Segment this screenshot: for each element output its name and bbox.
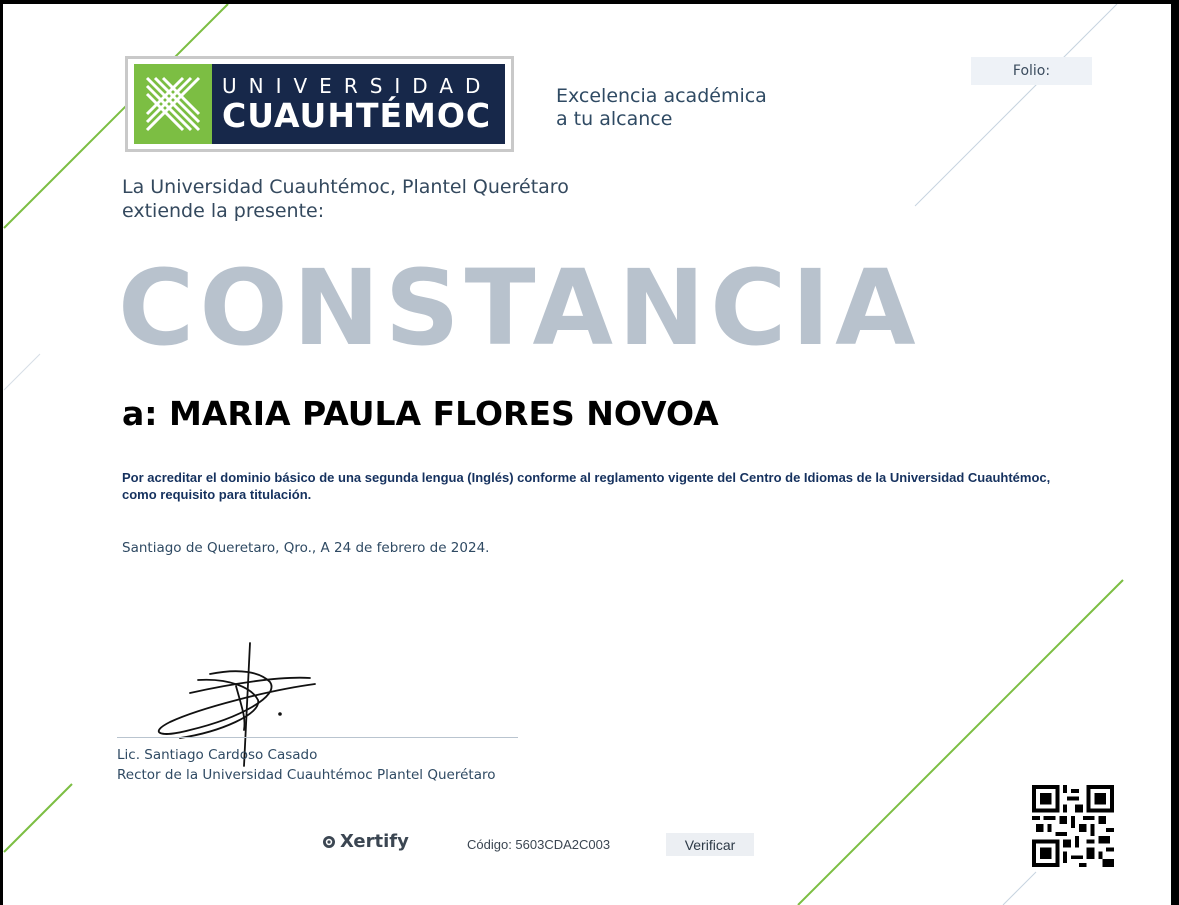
logo-text-universidad: UNIVERSIDAD (222, 74, 493, 98)
qr-code-icon[interactable] (1032, 785, 1114, 867)
tagline-line-1: Excelencia académica (556, 85, 767, 107)
verification-code: Código: 5603CDA2C003 (467, 837, 611, 852)
tagline (556, 85, 767, 131)
xertify-logo-icon (322, 835, 336, 849)
university-emblem-icon (134, 64, 212, 144)
recipient-name: a: MARIA PAULA FLORES NOVOA (122, 394, 719, 433)
folio-label: Folio: (971, 57, 1092, 85)
signer-position: Rector de la Universidad Cuauhtémoc Plantel Querétaro (117, 767, 496, 783)
signature-line (117, 737, 518, 738)
logo-text-cuauhtemoc: CUAUHTÉMOC (222, 96, 492, 135)
certificate-reason: Por acreditar el dominio básico de una segunda lengua (Inglés) conforme al reglamento vigente del Centro de Idiomas de la Universidad Cuauhtémoc, como requisito para titulación. (122, 470, 1051, 502)
xertify-brand (322, 831, 409, 852)
top-border (0, 0, 1171, 4)
verify-button[interactable]: Verificar (666, 833, 754, 856)
issue-date: Santiago de Queretaro, Qro., A 24 de febrero de 2024. (122, 540, 490, 556)
signer-block (117, 745, 495, 785)
intro-text (122, 175, 569, 223)
xertify-label: Xertify (340, 831, 409, 852)
university-logo (125, 56, 514, 152)
intro-line-2: extiende la presente: (122, 200, 325, 222)
tagline-line-2: a tu alcance (556, 108, 673, 130)
intro-line-1: La Universidad Cuauhtémoc, Plantel Querétaro (122, 176, 569, 198)
left-border (0, 0, 3, 905)
signer-name: Lic. Santiago Cardoso Casado (117, 747, 318, 763)
certificate-title: CONSTANCIA (118, 247, 921, 369)
